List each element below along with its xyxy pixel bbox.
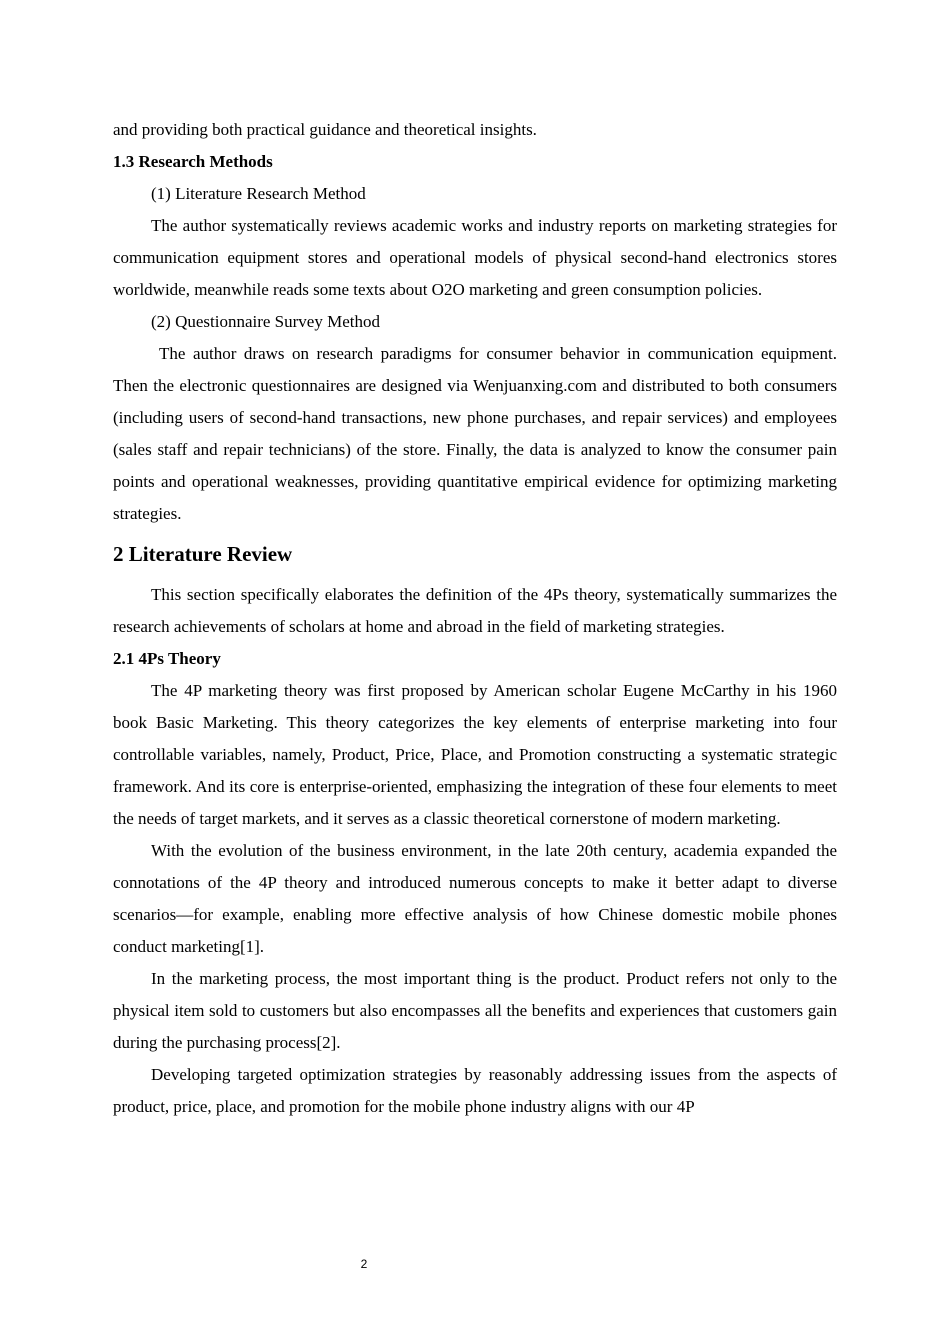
section-heading-2: 2 Literature Review	[113, 542, 293, 566]
paragraph-optimization: Developing targeted optimization strategies by reasonably addressing issues from the aspects of product, price, place, and promotion for the mobile phone industry aligns with our 4P	[113, 1065, 837, 1116]
paragraph-4p-evolution: With the evolution of the business environment, in the late 20th century, academia expanded the connotations of the 4P theory and introduced numerous concepts to make it better adapt to diverse scenarios—for example, enabling more effective analysis of how Chinese domestic mobile phones conduct marketing[1].	[113, 841, 837, 956]
page-body	[113, 114, 837, 1123]
section-heading-2-1: 2.1 4Ps Theory	[113, 649, 221, 668]
page-number: 2	[360, 1257, 368, 1271]
section-heading-1-3: 1.3 Research Methods	[113, 152, 273, 171]
paragraph-4p-origin: The 4P marketing theory was first proposed by American scholar Eugene McCarthy in his 1960 book Basic Marketing. This theory categorizes the key elements of enterprise marketing into four controllable variables, namely, Product, Price, Place, and Promotion constructing a systematic strategic framework. And its core is enterprise-oriented, emphasizing the integration of these four elements to meet the needs of target markets, and it serves as a classic theoretical cornerstone of modern marketing.	[113, 681, 837, 828]
paragraph-product: In the marketing process, the most important thing is the product. Product refers not only to the physical item sold to customers but also encompasses all the benefits and experiences that customers gain during the purchasing process[2].	[113, 969, 837, 1052]
paragraph-continuation: and providing both practical guidance and theoretical insights.	[113, 120, 537, 139]
paragraph-section-intro: This section specifically elaborates the definition of the 4Ps theory, systematically summarizes the research achievements of scholars at home and abroad in the field of marketing strategies.	[113, 585, 837, 636]
paragraph-questionnaire-method: The author draws on research paradigms for consumer behavior in communication equipment. Then the electronic questionnaires are designed via Wenjuanxing.com and distributed to both consumers (including users of second-hand transactions, new phone purchases, and repair services) and employees (sales staff and repair technicians) of the store. Finally, the data is analyzed to know the consumer pain points and operational weaknesses, providing quantitative empirical evidence for optimizing marketing strategies.	[113, 344, 837, 523]
method-2-title: (2) Questionnaire Survey Method	[151, 312, 380, 331]
paragraph-literature-method: The author systematically reviews academic works and industry reports on marketing strategies for communication equipment stores and operational models of physical second-hand electronics stores worldwide, meanwhile reads some texts about O2O marketing and green consumption policies.	[113, 216, 837, 299]
method-1-title: (1) Literature Research Method	[151, 184, 366, 203]
